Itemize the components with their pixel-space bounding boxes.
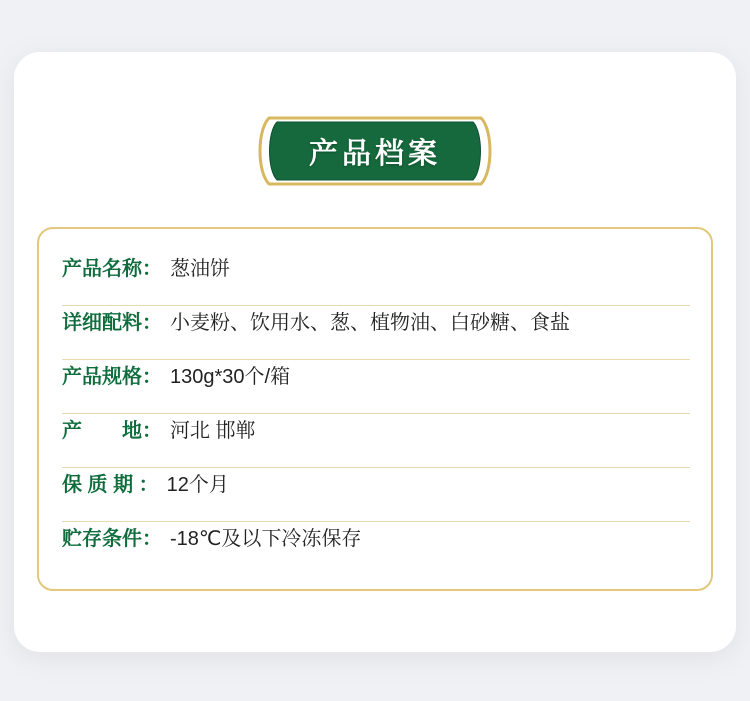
page-title: 产品档案 xyxy=(308,137,441,170)
table-row xyxy=(62,360,690,414)
row-value-shelf-life: 12个月 xyxy=(166,474,229,496)
row-label-specification: 产品规格： xyxy=(62,366,162,388)
table-row xyxy=(62,414,690,468)
product-archive-card xyxy=(14,52,736,652)
row-value-specification: 130g*30个/箱 xyxy=(170,366,291,388)
row-value-product-name: 葱油饼 xyxy=(170,258,230,280)
row-label-storage: 贮存条件： xyxy=(62,528,162,550)
row-value-ingredients: 小麦粉、饮用水、葱、植物油、白砂糖、食盐 xyxy=(170,312,570,334)
product-info-table xyxy=(62,252,690,576)
table-row xyxy=(62,306,690,360)
table-row xyxy=(62,468,690,522)
row-label-origin: 产 地： xyxy=(62,420,162,442)
row-value-storage: -18℃及以下冷冻保存 xyxy=(170,528,362,550)
row-label-ingredients: 详细配料： xyxy=(62,312,162,334)
table-row xyxy=(62,252,690,306)
row-label-product-name: 产品名称： xyxy=(62,258,162,280)
title-banner xyxy=(253,110,497,192)
row-value-origin: 河北 邯郸 xyxy=(170,420,256,442)
table-row xyxy=(62,522,690,576)
row-label-shelf-life: 保 质 期 ： xyxy=(62,474,159,496)
